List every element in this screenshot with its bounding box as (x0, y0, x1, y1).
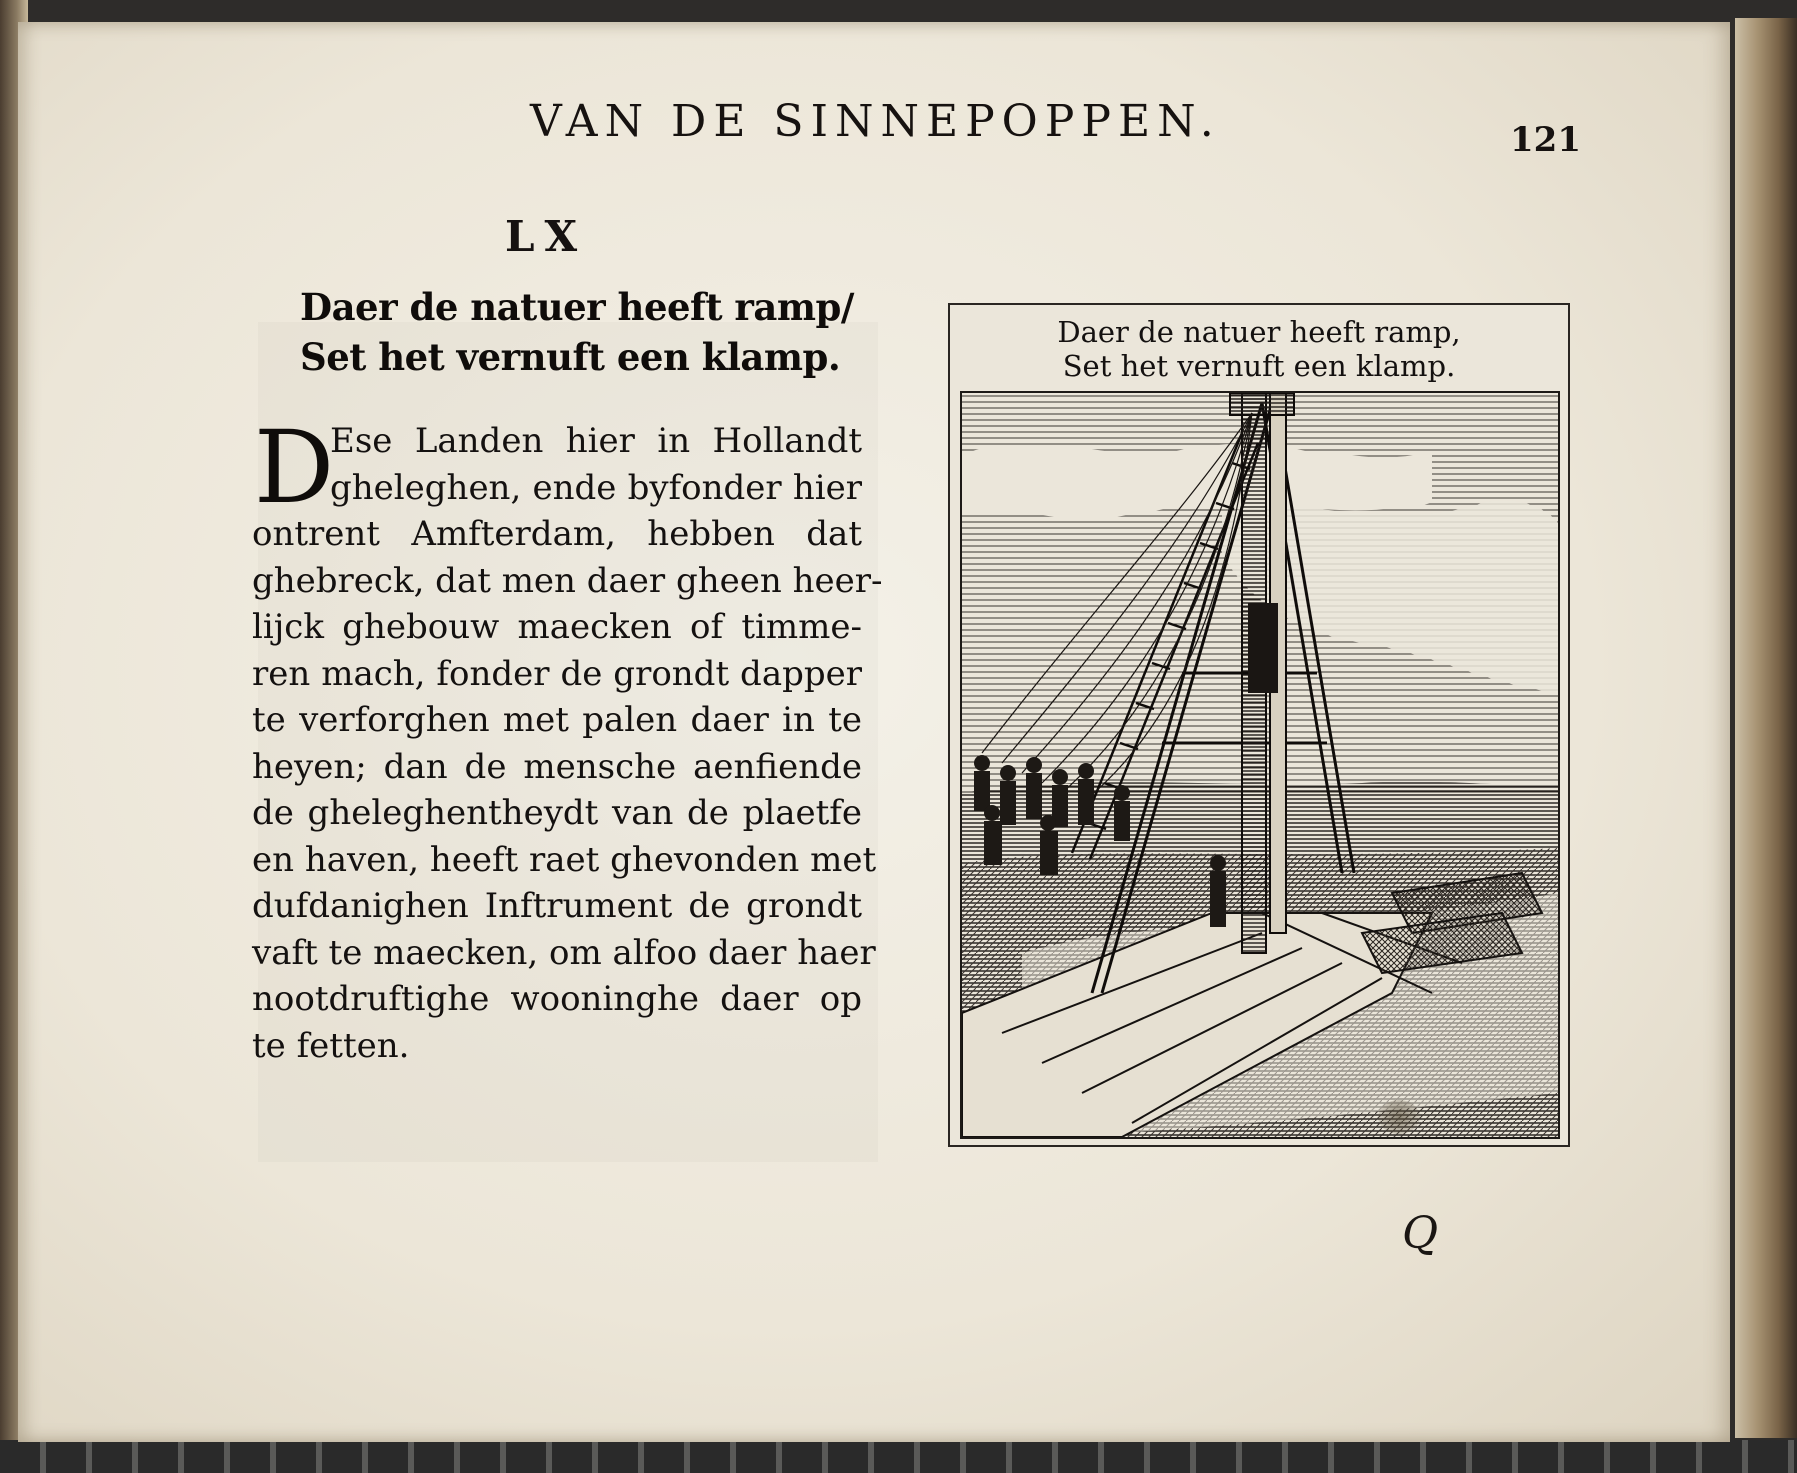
emblem-number: LX (505, 212, 588, 261)
caption-line: Daer de natuer heeft ramp, (1057, 315, 1461, 349)
signature-mark: Q (1402, 1208, 1439, 1259)
ram-weight (1248, 603, 1278, 693)
drop-cap: D (254, 409, 335, 526)
body-line: vaft te maecken, om alfoo daer haer (252, 932, 876, 973)
body-line: ghebreck, dat men daer gheen heer- (252, 560, 883, 601)
caption-line: Set het vernuft een klamp. (1062, 349, 1456, 383)
motto-line: Set het vernuft een klamp. (300, 335, 841, 379)
body-line: dufdanighen Inftrument de grondt (252, 886, 862, 926)
body-line: de gheleghentheydt van de plaetfe (252, 793, 862, 833)
body-line: nootdruftighe wooninghe daer op (252, 979, 862, 1019)
body-line: gheleghen, ende byfonder hier (330, 467, 862, 508)
ink-smudge (1378, 1100, 1420, 1134)
motto-line: Daer de natuer heeft ramp/ (300, 285, 854, 329)
body-line: te verforghen met palen daer in te (252, 700, 862, 740)
body-line: ontrent Amfterdam, hebben dat (252, 514, 862, 554)
body-line: Ese Landen hier in Hollandt (330, 421, 862, 461)
motto (300, 282, 854, 382)
body-line: ren mach, fonder de grondt dapper (252, 653, 862, 694)
tower-cap (1230, 393, 1294, 415)
book-edge-right (1735, 18, 1797, 1438)
body-line: te fetten. (252, 1025, 410, 1066)
body-line: lijck ghebouw maecken of timme- (252, 607, 862, 647)
engraving-caption (950, 315, 1568, 383)
engraving-plate (948, 303, 1570, 1147)
scanner-strip (0, 1440, 1797, 1473)
body-line: en haven, heeft raet ghevonden met (252, 839, 877, 880)
page-number: 121 (1510, 120, 1581, 160)
pile-driver-engraving (960, 391, 1560, 1139)
body-line: heyen; dan de mensche aenfiende (252, 746, 862, 787)
running-head: VAN DE SINNEPOPPEN. (530, 96, 1221, 147)
body-text (252, 409, 883, 1069)
